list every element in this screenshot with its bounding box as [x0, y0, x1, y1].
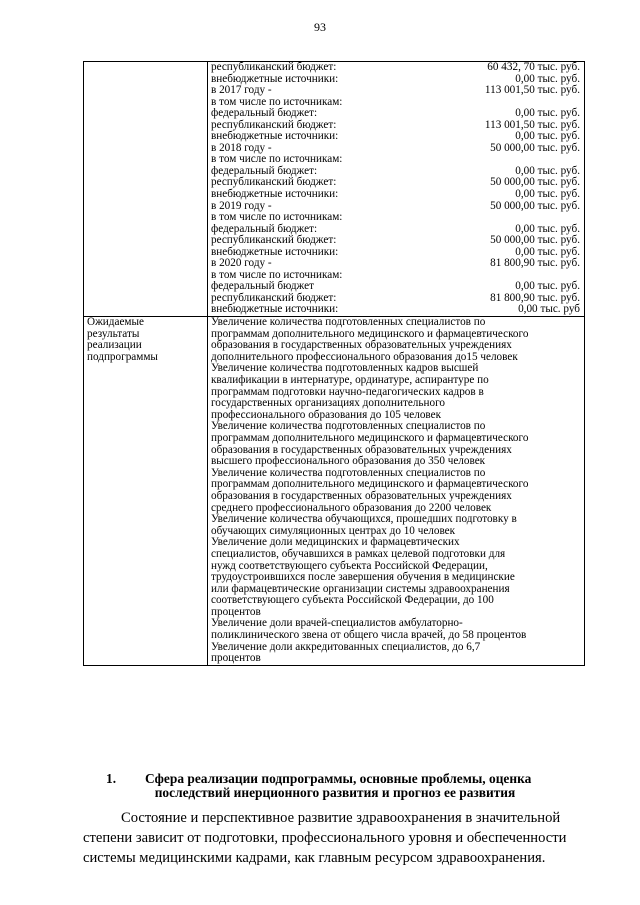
finance-label-cell	[84, 62, 208, 317]
finance-line-label: федеральный бюджет:	[211, 107, 318, 120]
finance-line-value: 50 000,00 тыс. руб.	[490, 141, 580, 154]
result-line: специалистов, обучавшихся в рамках целевой подготовки для	[211, 547, 506, 560]
finance-line-value: 0,00 тыс. руб.	[515, 188, 580, 201]
finance-line-label: в 2017 году -	[211, 84, 272, 97]
finance-line-label: республиканский бюджет:	[211, 291, 337, 304]
finance-line-label: в 2018 году -	[211, 141, 272, 154]
finance-line-label: республиканский бюджет:	[211, 118, 337, 131]
finance-line-value: 50 000,00 тыс. руб.	[490, 199, 580, 212]
result-line: среднего профессионального образования до 2200 человек	[211, 501, 492, 514]
section-title-line-1: Сфера реализации подпрограммы, основные проблемы, оценка	[145, 771, 532, 786]
results-label-line: реализации	[87, 339, 142, 352]
results-row	[84, 317, 585, 666]
result-line: процентов	[211, 652, 261, 665]
results-label-line: результаты	[87, 327, 140, 340]
finance-row	[84, 62, 585, 317]
results-label-line: Ожидаемые	[87, 316, 144, 329]
result-line: профессионального образования до 105 человек	[211, 408, 442, 421]
finance-line	[211, 189, 580, 201]
finance-line	[211, 108, 580, 120]
finance-line-value: 50 000,00 тыс. руб.	[490, 234, 580, 247]
finance-content-cell	[208, 62, 585, 317]
finance-line-label: республиканский бюджет:	[211, 234, 337, 247]
finance-line-label: внебюджетные источники:	[211, 72, 339, 85]
finance-line-value: 0,00 тыс. руб.	[515, 72, 580, 85]
result-line: Увеличение доли медицинских и фармацевтических	[211, 536, 460, 549]
finance-line-label: внебюджетные источники:	[211, 303, 339, 316]
finance-lines	[211, 62, 580, 316]
finance-line-label: в том числе по источникам:	[211, 95, 343, 108]
finance-line-label: внебюджетные источники:	[211, 130, 339, 143]
results-label	[87, 317, 203, 363]
finance-line-value: 0,00 тыс. руб.	[515, 164, 580, 177]
results-label-line: подпрограммы	[87, 350, 158, 363]
result-line: образования в государственных образовательных учреждениях	[211, 489, 512, 502]
finance-line-value: 0,00 тыс. руб.	[515, 222, 580, 235]
result-line: квалификации в интернатуре, ординатуре, аспирантуре по	[211, 374, 489, 386]
page-number: 93	[314, 20, 326, 34]
result-line: Увеличение количества обучающихся, прошедших подготовку в	[211, 513, 517, 526]
finance-line-label: в том числе по источникам:	[211, 153, 343, 166]
subprogram-passport-table	[83, 61, 585, 666]
finance-line	[211, 62, 580, 74]
section-number: 1.	[106, 771, 117, 786]
result-line: программам дополнительного медицинского и фармацевтического	[211, 478, 529, 491]
result-line: трудоустроившихся после завершения обучения в медицинские	[211, 571, 515, 584]
finance-line-label: внебюджетные источники:	[211, 245, 339, 258]
paragraph-line: степени зависит от подготовки, профессионального уровня и обеспеченности	[83, 830, 567, 846]
result-line: поликлинического звена от общего числа врачей, до 58 процентов	[211, 629, 527, 642]
finance-line-value: 50 000,00 тыс. руб.	[490, 176, 580, 189]
result-line: или фармацевтические организации системы здравоохранения	[211, 582, 510, 595]
finance-line-value: 81 800,90 тыс. руб.	[490, 291, 580, 304]
result-line: Увеличение доли аккредитованных специалистов, до 6,7	[211, 640, 481, 653]
paragraph-line: системы медицинскими кадрами, как главным ресурсом здравоохранения.	[83, 850, 546, 866]
finance-line-label: в 2020 году -	[211, 257, 272, 270]
finance-line-value: 113 001,50 тыс. руб.	[484, 84, 580, 97]
results-content-cell	[208, 317, 585, 666]
finance-line-label: в том числе по источникам:	[211, 268, 343, 281]
results-label-cell	[84, 317, 208, 666]
result-line: нужд соответствующего субъекта Российской Федерации,	[211, 559, 488, 572]
result-line: Увеличение количества подготовленных специалистов по	[211, 466, 486, 479]
paragraph-line: Состояние и перспективное развитие здравоохранения в значительной	[121, 810, 561, 826]
result-line: Увеличение количества подготовленных кадров высшей	[211, 362, 479, 375]
finance-line-value: 0,00 тыс. руб.	[515, 130, 580, 143]
result-line: государственных организациях дополнительного	[211, 397, 445, 410]
finance-line-label: в 2019 году -	[211, 199, 272, 212]
result-line: программам дополнительного медицинского и фармацевтического	[211, 431, 529, 444]
result-line: Увеличение количества подготовленных специалистов по	[211, 420, 486, 433]
result-line: программам подготовки научно-педагогических кадров в	[211, 385, 484, 398]
section-paragraph	[83, 808, 587, 868]
result-line: программам дополнительного медицинского и фармацевтического	[211, 327, 529, 340]
finance-line-value: 60 432, 70 тыс. руб.	[487, 61, 580, 73]
finance-line-value: 0,00 тыс. руб	[518, 303, 580, 316]
finance-line-label: в том числе по источникам:	[211, 211, 343, 224]
result-line: высшего профессионального образования до 350 человек	[211, 455, 486, 468]
finance-line-label: республиканский бюджет:	[211, 61, 337, 73]
result-line: образования в государственных образовательных учреждениях	[211, 339, 512, 352]
finance-line-value: 113 001,50 тыс. руб.	[484, 118, 580, 131]
result-line: Увеличение количества подготовленных специалистов по	[211, 316, 486, 329]
result-line: Увеличение доли врачей-специалистов амбулаторно-	[211, 617, 463, 630]
finance-line-value: 81 800,90 тыс. руб.	[490, 257, 580, 270]
finance-line-label: федеральный бюджет:	[211, 222, 318, 235]
section-title-line-2: последствий инерционного развития и прогноз ее развития	[154, 785, 516, 800]
finance-line	[211, 304, 580, 316]
finance-line-value: 0,00 тыс. руб.	[515, 107, 580, 120]
result-line: дополнительного профессионального образования до15 человек	[211, 350, 518, 363]
finance-line-value: 0,00 тыс. руб.	[515, 280, 580, 293]
finance-line-label: федеральный бюджет	[211, 280, 314, 293]
result-line: образования в государственных образовательных учреждениях	[211, 443, 512, 456]
finance-line	[211, 85, 580, 97]
finance-line	[211, 212, 580, 224]
finance-line-label: республиканский бюджет:	[211, 176, 337, 189]
result-line: процентов	[211, 605, 261, 618]
finance-line-label: федеральный бюджет:	[211, 164, 318, 177]
result-line: соответствующего субъекта Российской Федерации, до 100	[211, 594, 494, 607]
results-lines	[211, 317, 580, 665]
finance-line-value: 0,00 тыс. руб.	[515, 245, 580, 258]
result-line: обучающих симуляционных центрах до 10 человек	[211, 524, 456, 537]
finance-line-label: внебюджетные источники:	[211, 188, 339, 201]
